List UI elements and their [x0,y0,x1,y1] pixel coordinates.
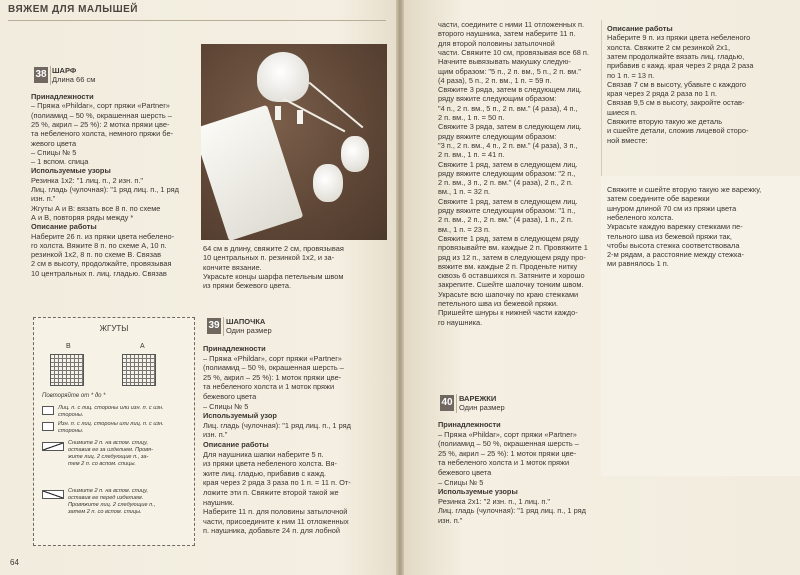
legend-purl-text: Изн. п. с лиц. стороны или лиц. п. с изн. стороны. [58,421,164,434]
text-line: затем продолжайте вязать лиц. гладью, [607,51,745,61]
right-page [404,0,800,575]
text-line: ряду вяжите следующим образом: [438,131,557,141]
text-line: ряду вяжите следующим образом: "2 п., [438,168,576,178]
pattern-number-badge: 39 [207,318,221,334]
title-divider [456,394,457,413]
text-line: та небеленого холста и 1 моток пряжи [438,458,570,468]
text-line: ряду вяжите следующим образом: "1 п., [438,206,576,215]
text-line: Принадлежности [438,420,501,429]
text-line: 25 %, акрил – 25 %): 2 мотка пряжи цве- [31,119,170,129]
text-line: холста. Свяжите 2 см резинкой 2х1, [607,42,731,52]
text-line: Лиц. гладь (чулочная): "1 ряд лиц. п., 1 ряд [438,506,586,516]
text-line: – 1 вспом. спица [31,157,89,167]
text-line: Свяжите и сшейте вторую такую же варежку, [607,185,762,194]
chart-label-a: А [140,343,145,350]
product-photo [201,44,387,240]
mittens-title: ВАРЕЖКИ [459,394,497,403]
scarf-title: ШАРФ [52,66,77,75]
pattern-number-badge: 38 [34,67,48,83]
text-line: Свяжите 1 ряд, затем в следующем ряду [438,233,579,243]
text-line: Резинка 2х1: "2 изн. п., 1 лиц. п." [438,496,551,506]
legend-knit-text: Лиц. п. с лиц. стороны или изн. п. с изн. стороны. [58,405,164,418]
text-line: Для наушника шапки наберите 5 п. [203,449,324,459]
text-line: края через 2 ряда 3 раза по 1 п. = 11 п. От- [203,478,351,488]
text-line: 2 см в высоту, продолжайте, провязывая [31,259,172,269]
scarf-subtitle: Длина 66 см [52,75,96,84]
text-line: Украсьте каждую варежку стежками пе- [607,222,743,232]
text-line: Лиц. гладь (чулочная): "1 ряд лиц. п., 1 ряд [31,185,179,194]
text-line: 2 п. вм., 3 п., 2 п. вм." (4 раза), 2 п., 2 п. [438,178,573,188]
text-line: Украсьте концы шарфа петельным швом [203,271,344,281]
text-line: – Пряжа «Phildar», сорт пряжи «Partner» [438,429,577,439]
text-line: сквозь 6 оставшихся п. Затяните и хорошо [438,271,585,281]
text-line: по 1 п. = 13 п. [607,70,655,80]
text-line: 25 %, акрил – 25 %): 1 моток пряжи цве- [203,372,342,382]
text-line: – Спицы № 5 [203,401,249,411]
text-line: Используемые узоры [31,166,111,176]
mitten-image [313,164,343,202]
text-line: ми равнялось 1 п. [607,259,669,269]
text-line: затем соедините обе варежки [607,194,710,204]
text-line: Украсьте всю шапочку по краю стежками [438,289,579,299]
text-line: части, присоедините к ним 11 отложенных [203,516,349,526]
text-line: закрепите. Сшейте шапочку тонким швом. [438,280,584,290]
text-line: 10 центральных п. лиц. гладью. Связав [31,268,167,278]
text-line: Описание работы [31,222,97,232]
text-line: и сшейте детали, сложив лицевой сторо- [607,126,749,136]
text-line: вм., 1 п. = 23 п. [438,224,491,234]
text-line: 64 см в длину, свяжите 2 см, провязывая [203,244,344,253]
text-line: (полиамид – 50 %, окрашенная шерсть – [438,439,579,449]
text-line: части, соедините с ними 11 отложенных п. [438,20,585,29]
text-line: ряду вяжите следующим образом: [438,94,557,104]
text-line: шиеся п. [607,107,637,117]
hat-image [257,52,309,102]
hat-title: ШАПОЧКА [226,317,266,326]
text-line: бежевого цвета [203,392,257,401]
chart-label-b: В [66,343,71,350]
text-line: та небеленого холста, немного пряжи бе- [31,129,174,139]
text-line: Свяжите 3 ряда, затем в следующем лиц. [438,122,582,132]
pattern-number-badge: 40 [440,395,454,411]
text-line: провязывайте вм. каждые 2 п. Провяжите 1 [438,243,588,253]
left-page [0,0,396,575]
text-line: – Спицы № 5 [31,147,77,157]
text-line: (полиамид – 50 %, окрашенная шерсть – [203,363,344,373]
legend-purl-symbol [42,422,54,431]
hat-subtitle: Один размер [226,326,272,335]
text-line: жевого цвета [31,138,77,148]
text-line: Связав 7 см в высоту, убавьте с каждого [607,79,747,89]
text-line: та небеленого холста и 1 моток пряжи [203,382,335,392]
text-line: Наберите 11 п. для половины затылочной [203,507,348,517]
text-line: Пришейте шнуры к нижней части каждо- [438,308,578,318]
text-line: Принадлежности [203,344,266,353]
tassel [275,106,281,120]
text-line: прибавив с кажд. края через 2 ряда 2 раза [607,61,754,71]
text-line: второго наушника, затем наберите 11 п. [438,29,576,39]
text-line: тельного шва из бежевой пряжи так, [607,231,732,241]
chart-grid-b [50,354,84,386]
text-line: Резинка 1х2: "1 лиц. п., 2 изн. п." [31,175,144,185]
scarf-image [201,105,303,240]
text-line: ложите эти п. Свяжите второй такой же [203,488,339,497]
text-line: чтобы высота стежка соответствовала [607,240,740,250]
text-line: Используемые узоры [438,487,518,497]
text-line: (полиамид – 50 %, окрашенная шерсть – [31,110,172,120]
text-line: из пряжи бежевого цвета. [203,281,292,291]
text-line: Наберите 9 п. из пряжи цвета небеленого [607,33,751,43]
text-line: наушник. [203,497,235,507]
text-line: вяжите вм. каждые 2 п. Проденьте нитку [438,261,578,271]
text-line: го холста. Вяжите 8 п. по схеме А, 10 п. [31,240,167,250]
running-header: ВЯЖЕМ ДЛЯ МАЛЫШЕЙ [8,4,138,15]
text-line: "4 п., 2 п. вм., 5 п., 2 п. вм." (4 раза), 4 п., [438,103,578,113]
mittens-subtitle: Один размер [459,403,505,412]
text-line: Принадлежности [31,92,94,101]
text-line: вм., 1 п. = 32 п. [438,187,491,197]
text-line: Свяжите 1 ряд, затем в следующем лиц. [438,159,578,169]
text-line: п. наушника, добавьте 24 п. для лобной [203,526,341,536]
legend-cable-back-text: Снимите 2 п. на вспом. спицу, оставив ее за изделием. Провя- жите лиц. 2 следующие п., за- тем 2 п. со вспом. спицы. [68,440,153,467]
page-number: 64 [10,558,19,567]
text-line: – Пряжа «Phildar», сорт пряжи «Partner» [31,101,170,111]
chart-title: ЖГУТЫ [99,324,129,333]
text-line: Свяжите 3 ряда, затем в следующем лиц. [438,85,582,95]
chart-repeat-note: Повторяйте от * до * [42,393,106,399]
text-line: – Спицы № 5 [438,477,484,487]
header-rule [8,20,386,21]
text-line: ряд из 12 п., затем в следующем ряду про- [438,252,586,262]
text-line: 2 п. вм., 1 п. = 41 п. [438,150,505,160]
text-line: 2 п. вм., 2 п., 2 п. вм." (4 раза), 1 п., 2 п. [438,215,573,225]
text-line: ной вместе: [607,135,648,145]
book-gutter [396,0,404,575]
title-divider [223,317,224,336]
text-line: для второй половины затылочной [438,38,555,48]
text-line: части. Свяжите 10 см, провязывая все 68 п. [438,47,589,57]
cable-chart-box [33,317,195,546]
text-line: щим образом: "5 п., 2 п. вм., 5 п., 2 п. вм." [438,66,581,76]
text-line: Наберите 26 п. из пряжи цвета небелено- [31,231,175,241]
legend-cable-back-symbol [42,442,64,451]
text-line: Связав 9,5 см в высоту, закройте остав- [607,98,745,108]
text-line: резинкой 1х2, 8 п. по схеме В. Связав [31,250,162,260]
text-line: – Пряжа «Phildar», сорт пряжи «Partner» [203,353,342,363]
text-line: Свяжите вторую такую же деталь [607,117,723,126]
text-line: шнуром длиной 70 см из пряжи цвета [607,203,737,213]
text-line: Лиц. гладь (чулочная): "1 ряд лиц. п., 1 ряд [203,420,351,430]
text-line: Описание работы [607,24,673,33]
text-line: жите лиц. гладью, прибавив с кажд. [203,468,327,478]
text-line: (4 раза), 5 п., 2 п. вм., 1 п. = 59 п. [438,75,552,85]
text-line: го наушника. [438,317,483,327]
text-line: 2-м рядам, а расстояние между стежка- [607,250,744,260]
text-line: Жгуты А и В: вязать все 8 п. по схеме [31,203,161,213]
cord [309,82,364,129]
text-line: Описание работы [203,440,269,449]
title-divider [50,66,51,85]
tassel [297,110,303,124]
text-line: бежевого цвета [438,468,492,477]
text-line: петельного шва из бежевой пряжи. [438,299,559,308]
text-line: 2 п. вм., 1 п. = 50 п. [438,113,505,122]
legend-cable-front-text: Снимите 2 п. на вспом. спицу, оставив ее перед изделием. Провяжите лиц. 2 следующие п., затем 2 п. со вспом. спицы. [68,488,156,515]
legend-knit-symbol [42,406,54,415]
text-line: Используемый узор [203,411,277,421]
text-line: небеленого холста. [607,212,674,222]
mitten-image [341,136,369,172]
text-line: Свяжите 1 ряд, затем в следующем лиц. [438,196,578,206]
text-line: края через 2 ряда 2 раза по 1 п. [607,89,717,99]
text-line: Начните вывязывать макушку следую- [438,57,571,67]
text-line: изн. п." [438,516,463,525]
legend-cable-front-symbol [42,490,64,499]
text-line: А и В, повторяя ряды между * [31,212,134,222]
chart-grid-a [122,354,156,386]
text-line: 10 центральных п. резинкой 1х2, и за- [203,253,335,263]
text-line: изн. п." [203,430,228,440]
text-line: "3 п., 2 п. вм., 4 п., 2 п. вм." (4 раза), 3 п., [438,140,578,150]
text-line: из пряжи цвета небеленого холста. Вя- [203,459,337,469]
text-line: изн. п." [31,194,56,204]
text-line: 25 %, акрил – 25 %): 1 моток пряжи цве- [438,448,577,458]
text-line: кончите вязание. [203,262,262,272]
